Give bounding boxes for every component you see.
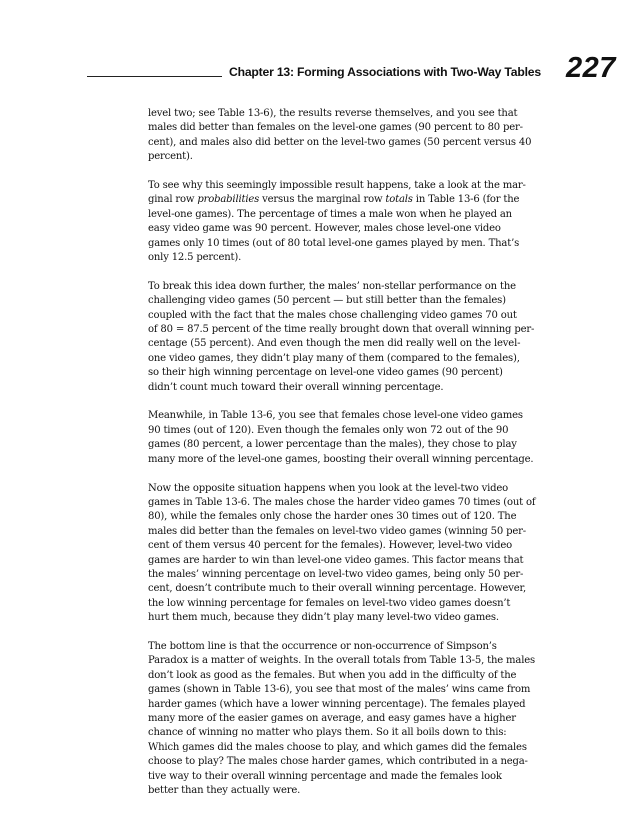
text-line: level two; see Table 13-6), the results reverse themselves, and you see that [148,108,518,119]
text-line: games (shown in Table 13-6), you see that most of the males’ wins came from [148,684,531,696]
text-line: Which games did the males choose to play, and which games did the females [148,741,527,753]
text-line: cent, doesn’t contribute much to their overall winning percentage. However, [148,583,526,595]
text-line: the low winning percentage for females on level-two video games doesn’t [148,597,511,609]
paragraph [148,409,558,467]
text-line: only 12.5 percent). [148,252,242,264]
text-line: percent). [148,151,193,163]
text-line: males did better than females on the level-one games (90 percent to 80 per- [148,122,523,134]
text-line: many more of the level-one games, boosting their overall winning percentage. [148,453,534,465]
text-line: 80), while the females only chose the harder ones 30 times out of 120. The [148,511,517,523]
text-line: 90 times (out of 120). Even though the females only won 72 out of the 90 [148,424,509,436]
text-line: The bottom line is that the occurrence or non-occurrence of Simpson’s [148,640,497,652]
text-line: don’t look as good as the females. But when you add in the difficulty of the [148,669,517,681]
text-line: Paradox is a matter of weights. In the overall totals from Table 13-5, the males [148,655,535,667]
text-run: in Table 13-6 (for the [412,194,520,206]
paragraph [148,482,558,626]
text-line: of 80 = 87.5 percent of the time really brought down that overall winning per- [148,324,535,336]
italic-term: totals [385,194,413,206]
text-line: level-one games). The percentage of times a male won when he played an [148,208,512,220]
text-line: easy video game was 90 percent. However, males chose level-one video [148,223,501,235]
text-line: cent), and males also did better on the level-two games (50 percent versus 40 [148,136,532,148]
body-text [148,107,558,813]
italic-term: probabilities [197,194,260,206]
text-line: hurt them much, because they didn’t play many level-two video games. [148,612,499,624]
text-line: To see why this seemingly impossible result happens, take a look at the mar- [148,180,526,192]
text-line: males did better than the females on level-two video games (winning 50 per- [148,525,526,537]
text-line: Now the opposite situation happens when you look at the level-two video [148,482,509,494]
chapter-title: Chapter 13: Forming Associations with Two-Way Tables [229,65,541,79]
text-line: games (80 percent, a lower percentage than the males), they chose to play [148,439,517,451]
text-line: so their high winning percentage on level-one video games (90 percent) [148,367,503,379]
text-line: games only 10 times (out of 80 total level-one games played by men. That’s [148,237,520,249]
text-line: To break this idea down further, the males’ non-stellar performance on the [148,280,516,292]
header-rule [87,76,222,77]
text-line: coupled with the fact that the males chose challenging video games 70 out [148,309,517,321]
text-line: Meanwhile, in Table 13-6, you see that females chose level-one video games [148,410,523,422]
text-line: one video games, they didn’t play many of them (compared to the females), [148,352,520,364]
text-line: chance of winning no matter who plays them. So it all boils down to this: [148,727,507,739]
text-line: harder games (which have a lower winning percentage). The females played [148,698,526,710]
text-line: choose to play? The males chose harder games, which contributed in a nega- [148,756,528,768]
page-number: 227 [566,52,616,84]
text-line: games are harder to win than level-one video games. This factor means that [148,554,524,566]
text-line: games in Table 13-6. The males chose the harder video games 70 times (out of [148,496,536,508]
text-line: challenging video games (50 percent — but still better than the females) [148,295,506,307]
text-run: versus the marginal row [259,194,386,206]
text-line: centage (55 percent). And even though the men did really well on the level- [148,338,521,350]
text-line: better than they actually were. [148,785,301,797]
text-line [148,193,558,207]
paragraph [148,280,558,395]
paragraph [148,640,558,798]
text-line: didn’t count much toward their overall winning percentage. [148,381,444,393]
text-line: many more of the easier games on average, and easy games have a higher [148,712,516,724]
paragraph [148,107,558,165]
text-line: tive way to their overall winning percentage and made the females look [148,770,502,782]
text-run: ginal row [148,194,198,206]
paragraph [148,179,558,265]
text-line: the males’ winning percentage on level-two video games, being only 50 per- [148,568,524,580]
text-line: cent of them versus 40 percent for the females). However, level-two video [148,540,512,552]
